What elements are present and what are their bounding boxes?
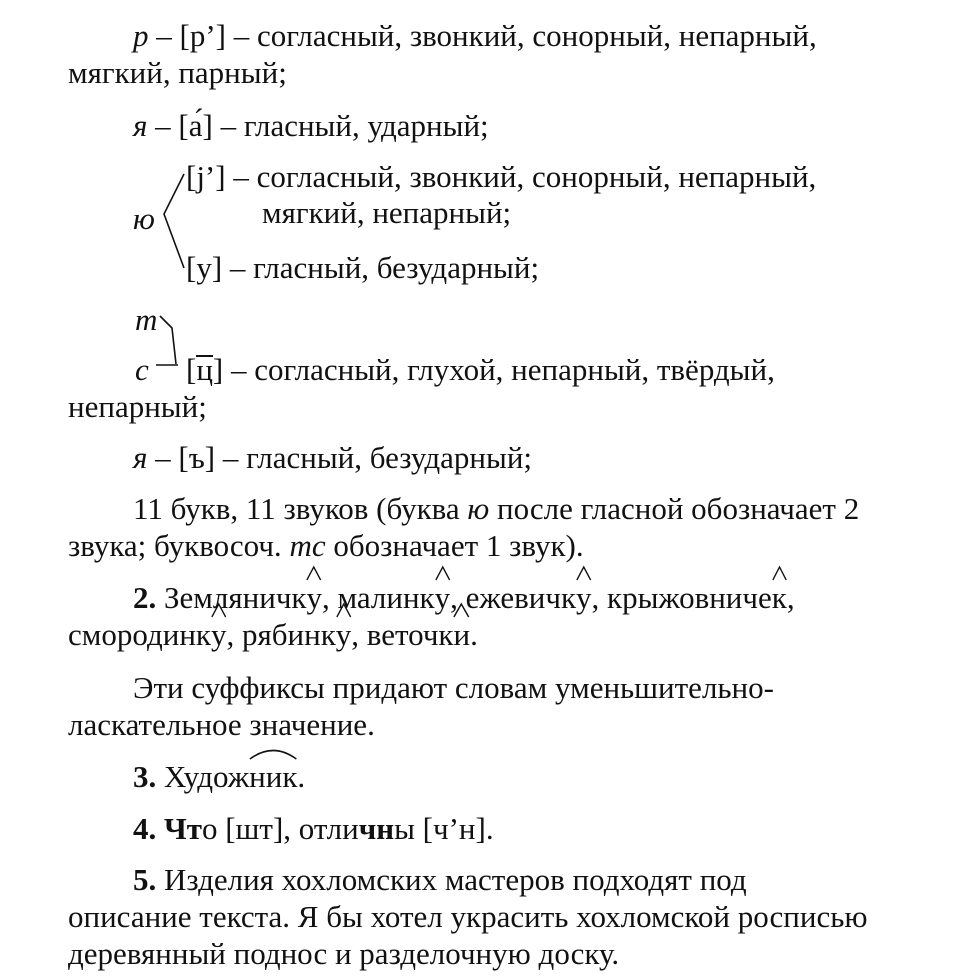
suffix-words-2 <box>68 617 478 652</box>
caret-icon <box>576 565 592 581</box>
suffix-hat-mark: у <box>336 617 352 653</box>
suffix-hat-mark: у <box>306 580 322 616</box>
task-2-explanation-2: ласкательное значение. <box>68 707 375 742</box>
sound-ts: ц <box>196 352 213 387</box>
phonetic-yu-j-cont: мягкий, непарный; <box>262 195 512 230</box>
task-5-line-1: 5. Изделия хохломских мастеров подходят под <box>133 862 747 897</box>
caret-icon <box>772 565 787 581</box>
suffix-words-1 <box>156 580 794 615</box>
suffix-word: Земляничк у, <box>156 580 337 615</box>
arc-icon <box>249 744 297 760</box>
letter-r: р <box>133 18 149 53</box>
letter-yu: ю <box>133 201 155 236</box>
caret-icon <box>435 565 451 581</box>
task-2-line-2 <box>68 617 478 653</box>
task-2-number: 2. <box>133 580 157 615</box>
task-3-number: 3. <box>133 759 157 794</box>
phonetic-ts-cont: непарный; <box>68 389 207 424</box>
caret-icon <box>453 602 470 618</box>
suffix-hat-mark: и <box>453 617 470 653</box>
task-5-line-3: деревянный поднос и разделочную доску. <box>68 936 620 971</box>
summary-line-2: звука; буквосоч. тс обозначает 1 звук). <box>68 528 584 563</box>
suffix-hat-mark: у <box>211 617 227 653</box>
phonetic-r-cont: мягкий, парный; <box>68 55 287 90</box>
suffix-word: рябинк у, <box>242 617 367 652</box>
task-4: 4. Что [шт], отличны [ч’н]. <box>133 811 494 846</box>
phonetic-ya-stressed: я – [а́] – гласный, ударный; <box>133 108 489 143</box>
summary-line-1: 11 букв, 11 звуков (буква ю после гласной обозначает 2 <box>133 491 860 526</box>
caret-icon <box>306 565 322 581</box>
caret-icon <box>211 602 227 618</box>
task-4-number: 4. <box>133 811 157 846</box>
join-bracket-icon <box>150 312 190 382</box>
phonetic-r: р – [р’] – согласный, звонкий, сонорный, непарный, <box>133 18 817 53</box>
task-5-number: 5. <box>133 862 157 897</box>
letter-t: т <box>135 302 158 337</box>
phonetic-yu-j: [j’] – согласный, звонкий, сонорный, непарный, <box>186 159 817 194</box>
suffix-arc-mark: ник <box>249 759 297 795</box>
phonetic-ts: [ц] – согласный, глухой, непарный, твёрдый, <box>186 352 775 387</box>
caret-icon <box>336 602 352 618</box>
letter-ya: я <box>133 108 148 143</box>
letter-ya-2: я <box>133 440 148 475</box>
phonetic-yu-u: [у] – гласный, безударный; <box>186 250 540 285</box>
branch-bracket-icon <box>158 170 188 280</box>
letter-s: с <box>135 352 149 387</box>
sound-r: [р’] <box>179 18 226 53</box>
task-3: 3. Худож ник. <box>133 759 305 795</box>
phonetic-ya-unstressed: я – [ъ] – гласный, безударный; <box>133 440 533 475</box>
suffix-word: малинк у, <box>337 580 465 615</box>
suffix-word: веточк и. <box>367 617 478 652</box>
suffix-hat-mark: у <box>435 580 451 616</box>
suffix-word: ежевичк у, <box>466 580 607 615</box>
suffix-word: смородинк у, <box>68 617 242 652</box>
task-2-explanation-1: Эти суффиксы придают словам уменьшительно- <box>133 670 774 705</box>
suffix-hat-mark: у <box>576 580 592 616</box>
task-5-line-2: описание текста. Я бы хотел украсить хохломской росписью <box>68 899 868 934</box>
suffix-hat-mark: к <box>772 580 787 616</box>
suffix-word: крыжовниче к, <box>607 580 795 615</box>
